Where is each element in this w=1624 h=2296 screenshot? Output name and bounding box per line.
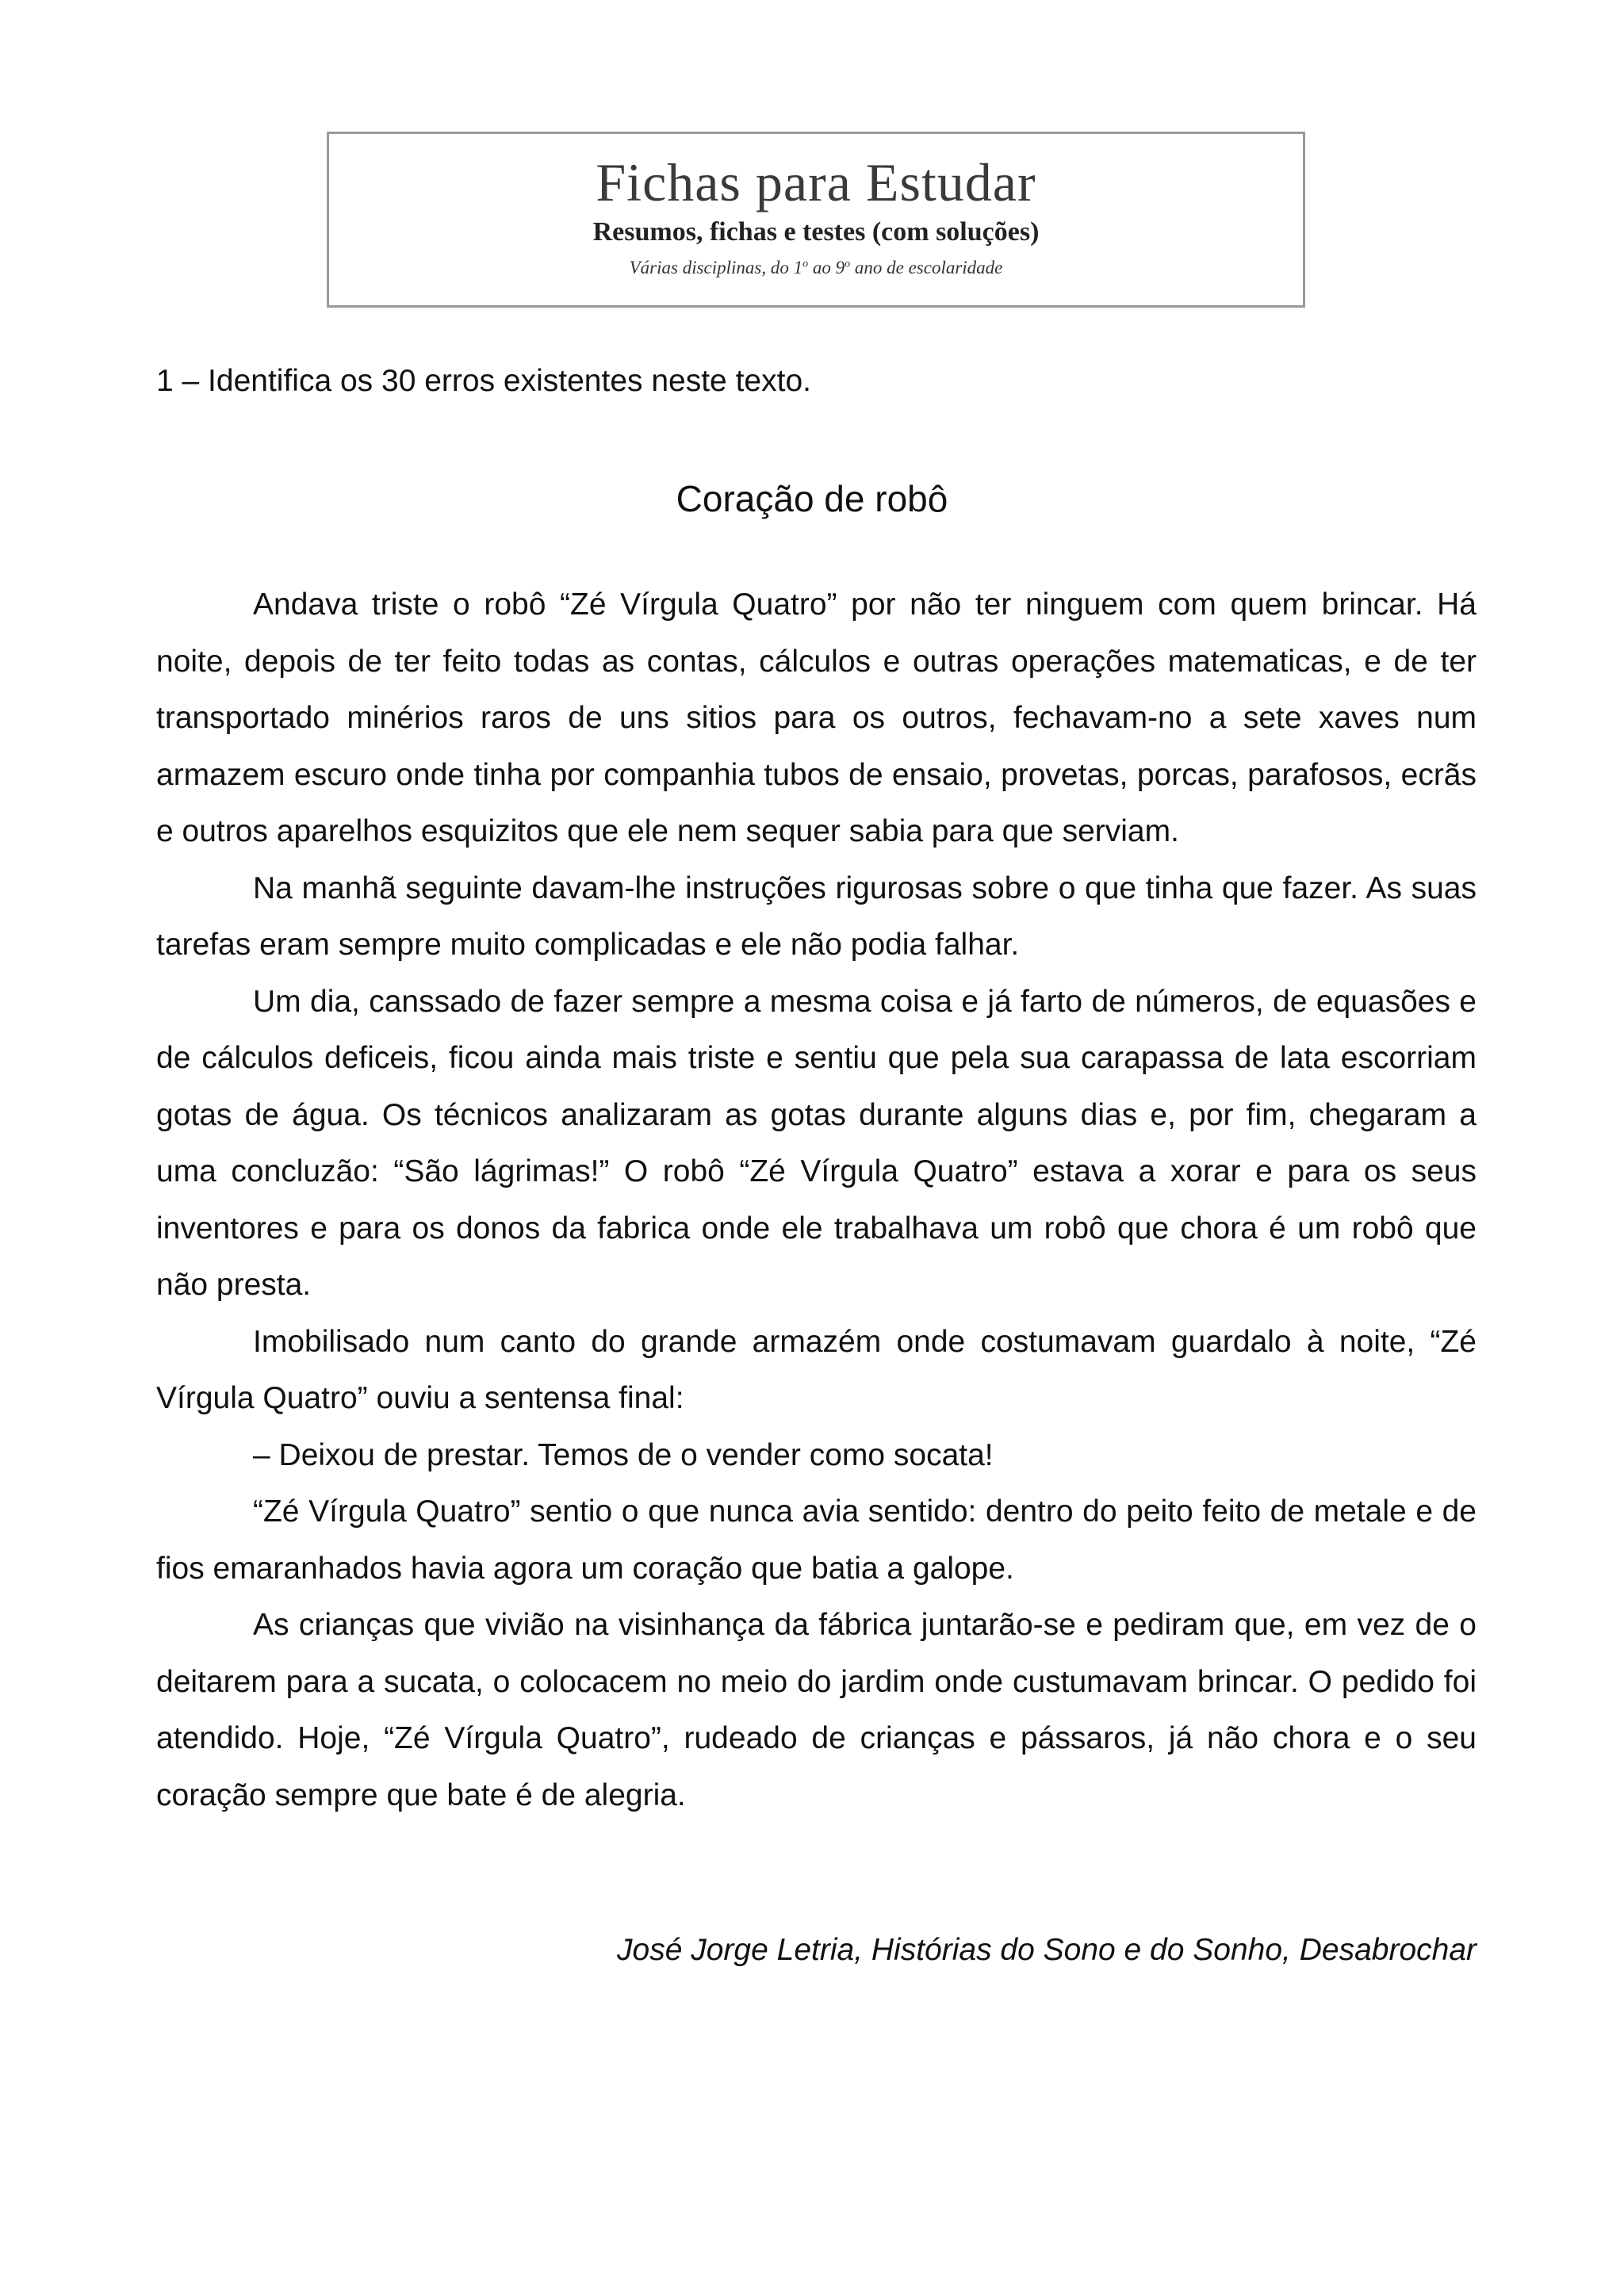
- tagline-ordinal-1: o: [802, 258, 809, 270]
- header-banner: [327, 132, 1305, 308]
- header-tagline: [329, 257, 1303, 279]
- story-paragraph-6: “Zé Vírgula Quatro” sentio o que nunca avia sentido: dentro do peito feito de metale e de fios emaranhados havia agora um coração que batia a galope.: [156, 1494, 1477, 1586]
- story-title: Coração de robô: [676, 478, 948, 519]
- exercise-instruction: 1 – Identifica os 30 erros existentes neste texto.: [156, 364, 811, 398]
- tagline-part-3: ano de escolaridade: [850, 257, 1003, 277]
- story-paragraph-3: Um dia, canssado de fazer sempre a mesma coisa e já farto de números, de equasões e de cálculos deficeis, ficou ainda mais triste e sentiu que pela sua carapassa de lata escorriam gotas de água. Os técnicos analizaram as gotas durante alguns dias e, por fim, chegaram a uma concluzão: “São lágrimas!” O robô “Zé Vírgula Quatro” estava a xorar e para os seus inventores e para os donos da fabrica onde ele trabalhava um robô que chora é um robô que não presta.: [156, 984, 1477, 1302]
- header-title: Fichas para Estudar: [596, 152, 1036, 212]
- story-paragraph-2: Na manhã seguinte davam-lhe instruções rigurosas sobre o que tinha que fazer. As suas tarefas eram sempre muito complicadas e ele não podia falhar.: [156, 871, 1477, 962]
- tagline-ordinal-2: o: [845, 258, 851, 270]
- tagline-part-1: Várias disciplinas, do 1: [629, 257, 803, 277]
- story-paragraph-1: Andava triste o robô “Zé Vírgula Quatro” por não ter ninguem com quem brincar. Há noite, depois de ter feito todas as contas, cálculos e outras operações matematicas, e de ter transportado minérios raros de uns sitios para os outros, fechavam-no a sete xaves num armazem escuro onde tinha por companhia tubos de ensaio, provetas, porcas, parafosos, ecrãs e outros aparelhos esquizitos que ele nem sequer sabia para que serviam.: [156, 587, 1477, 848]
- story-paragraph-4: Imobilisado num canto do grande armazém onde costumavam guardalo à noite, “Zé Vírgula Quatro” ouviu a sentensa final:: [156, 1324, 1477, 1415]
- header-subtitle: Resumos, fichas e testes (com soluções): [592, 217, 1040, 247]
- story-paragraph-5: – Deixou de prestar. Temos de o vender como socata!: [253, 1437, 994, 1472]
- source-citation: José Jorge Letria, Histórias do Sono e do Sonho, Desabrochar: [617, 1933, 1477, 1967]
- tagline-part-2: ao 9: [808, 257, 845, 277]
- story-body: [156, 576, 1477, 1823]
- story-paragraph-7: As crianças que vivião na visinhança da fábrica juntarão-se e pediram que, em vez de o deitarem para a sucata, o colocacem no meio do jardim onde custumavam brincar. O pedido foi atendido. Hoje, “Zé Vírgula Quatro”, rudeado de crianças e pássaros, já não chora e o seu coração sempre que bate é de alegria.: [156, 1608, 1477, 1812]
